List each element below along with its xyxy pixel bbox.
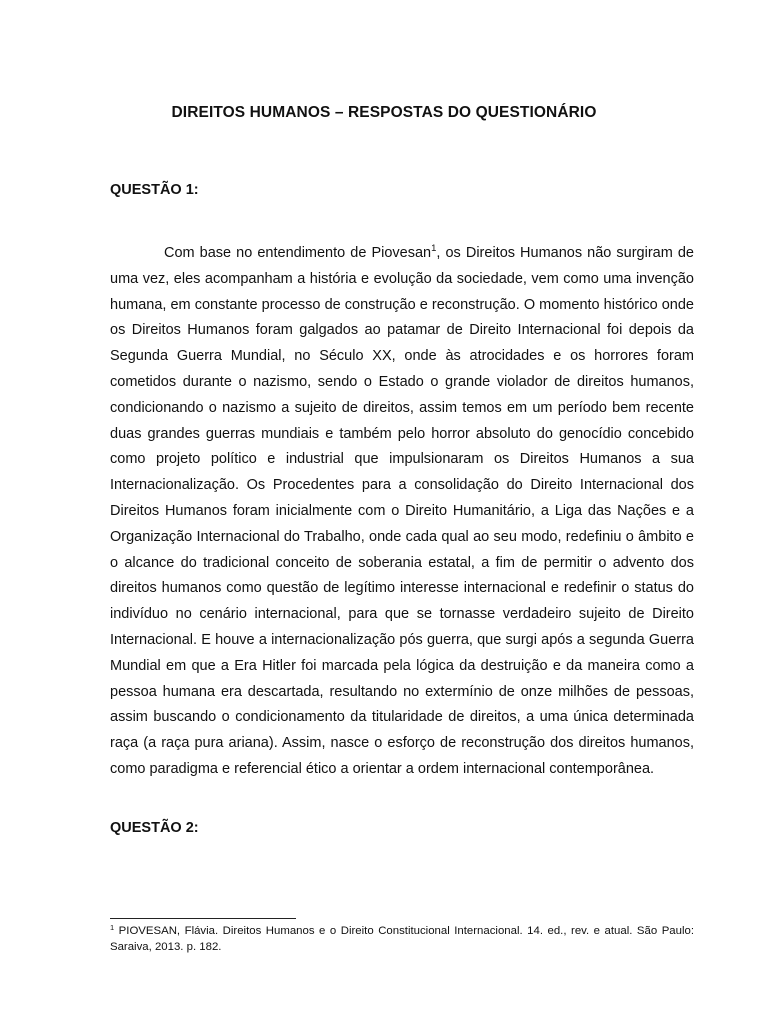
answer-text-rest: , os Direitos Humanos não surgiram de uma vez, eles acompanham a história e evolução da sociedade, vem como uma invenção humana, em constante processo de construção e reconstrução. O momento histórico onde os Direitos Humanos foram galgados ao patamar de Direito Internacional foi depois da Segunda Guerra Mundial, no Século XX, onde às atrocidades e os horrores foram cometidos durante o nazismo, sendo o Estado o grande violador de direitos humanos, condicionando o nazismo a sujeito de direitos, assim temos em um período bem recente duas grandes guerras mundiais e também pelo horror absoluto do genocídio concebido como projeto político e industrial que impulsionaram os Direitos Humanos a sua Internacionalização. Os Procedentes para a consolidação do Direito Internacional dos Direitos Humanos foram inicialmente com o Direito Humanitário, a Liga das Nações e a Organização Internacional do Trabalho, onde cada qual ao seu modo, redefiniu o âmbito e o alcance do tradicional conceito de soberania estatal, a fim de permitir o advento dos direitos humanos como questão de legítimo interesse internacional e redefinir o status do indivíduo no cenário internacional, para que se tornasse verdadeiro sujeito de Direito Internacional. E houve a internacionalização pós guerra, que surgi após a segunda Guerra Mundial em que a Era Hitler foi marcada pela lógica da destruição e da maneira como a pessoa humana era descartada, resultando no extermínio de onze milhões de pessoas, assim buscando o condicionamento da titularidade de direitos, a uma única determinada raça (a raça pura ariana). Assim, nasce o esforço de reconstrução dos direitos humanos, como paradigma e referencial ético a orientar a ordem internacional contemporânea. <box>110 245 694 777</box>
footnote-separator <box>110 918 296 919</box>
question-1-heading: QUESTÃO 1: <box>110 182 199 198</box>
footnote-marker: 1 <box>110 923 115 932</box>
footnote-text: PIOVESAN, Flávia. Direitos Humanos e o Direito Constitucional Internacional. 14. ed., rev. e atual. São Paulo: Saraiva, 2013. p. 182. <box>110 925 694 953</box>
document-title: DIREITOS HUMANOS – RESPOSTAS DO QUESTIONÁRIO <box>171 104 597 121</box>
footnote <box>110 924 694 955</box>
footnote-reference: 1 <box>431 243 437 254</box>
answer-text-start: Com base no entendimento de Piovesan <box>164 245 432 261</box>
question-2-heading: QUESTÃO 2: <box>110 820 199 836</box>
question-1-answer <box>110 241 694 783</box>
